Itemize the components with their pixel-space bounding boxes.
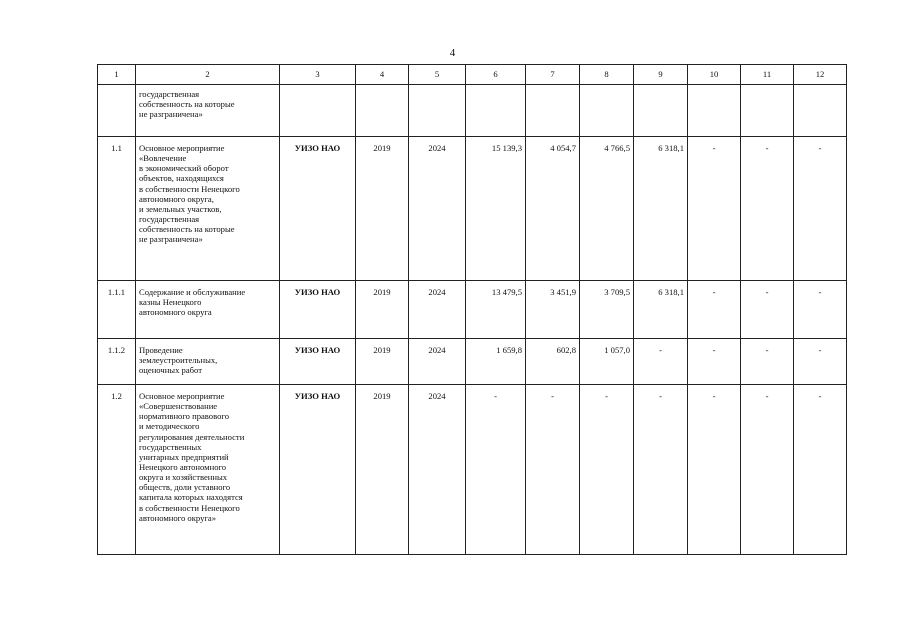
- value-cell-col8: -: [580, 385, 634, 555]
- value-cell-col9: 6 318,1: [634, 281, 688, 339]
- table-row: [98, 339, 847, 385]
- value-cell-col7: -: [526, 385, 580, 555]
- end-year-cell: 2024: [409, 137, 466, 281]
- row-number-cell: 1.1.2: [98, 339, 136, 385]
- value-cell-col6: 13 479,5: [466, 281, 526, 339]
- value-cell-col8: 3 709,5: [580, 281, 634, 339]
- executor-cell: УИЗО НАО: [280, 385, 356, 555]
- value-cell-col12: -: [794, 137, 847, 281]
- start-year-cell: 2019: [356, 339, 409, 385]
- value-cell-col11: -: [741, 281, 794, 339]
- value-cell-col10: -: [688, 137, 741, 281]
- value-cell-col11: [741, 85, 794, 137]
- value-cell-col11: -: [741, 137, 794, 281]
- value-cell-col10: -: [688, 339, 741, 385]
- header-cell: 3: [280, 65, 356, 85]
- activity-name-cell: Содержание и обслуживание казны Ненецкого автономного округа: [136, 281, 280, 339]
- value-cell-col12: -: [794, 281, 847, 339]
- value-cell-col10: -: [688, 385, 741, 555]
- header-cell: 9: [634, 65, 688, 85]
- value-cell-col8: [580, 85, 634, 137]
- start-year-cell: 2019: [356, 137, 409, 281]
- value-cell-col9: -: [634, 339, 688, 385]
- row-number-cell: 1.2: [98, 385, 136, 555]
- value-cell-col7: 3 451,9: [526, 281, 580, 339]
- value-cell-col7: [526, 85, 580, 137]
- header-cell: 6: [466, 65, 526, 85]
- page-number: 4: [449, 47, 456, 59]
- table-row: [98, 137, 847, 281]
- start-year-cell: [356, 85, 409, 137]
- row-number-cell: 1.1.1: [98, 281, 136, 339]
- header-cell: 1: [98, 65, 136, 85]
- executor-cell: УИЗО НАО: [280, 339, 356, 385]
- value-cell-col9: 6 318,1: [634, 137, 688, 281]
- value-cell-col6: [466, 85, 526, 137]
- end-year-cell: [409, 85, 466, 137]
- row-number-cell: [98, 85, 136, 137]
- header-cell: 5: [409, 65, 466, 85]
- activity-name-cell: Основное мероприятие «Вовлечение в экономический оборот объектов, находящихся в собственности Ненецкого автономного округа, и земельных участков, государственная собственность на которые не разграничена»: [136, 137, 280, 281]
- start-year-cell: 2019: [356, 281, 409, 339]
- header-cell: 10: [688, 65, 741, 85]
- header-cell: 12: [794, 65, 847, 85]
- header-cell: 2: [136, 65, 280, 85]
- executor-cell: [280, 85, 356, 137]
- value-cell-col6: 15 139,3: [466, 137, 526, 281]
- header-cell: 11: [741, 65, 794, 85]
- value-cell-col12: -: [794, 385, 847, 555]
- end-year-cell: 2024: [409, 281, 466, 339]
- value-cell-col8: 4 766,5: [580, 137, 634, 281]
- value-cell-col6: 1 659,8: [466, 339, 526, 385]
- column-number-row: [98, 65, 847, 85]
- value-cell-col7: 4 054,7: [526, 137, 580, 281]
- header-cell: 4: [356, 65, 409, 85]
- executor-cell: УИЗО НАО: [280, 281, 356, 339]
- executor-cell: УИЗО НАО: [280, 137, 356, 281]
- row-number-cell: 1.1: [98, 137, 136, 281]
- value-cell-col9: [634, 85, 688, 137]
- header-cell: 8: [580, 65, 634, 85]
- value-cell-col10: [688, 85, 741, 137]
- value-cell-col10: -: [688, 281, 741, 339]
- activity-name-cell: Проведение землеустроительных, оценочных работ: [136, 339, 280, 385]
- value-cell-col11: -: [741, 339, 794, 385]
- value-cell-col7: 602,8: [526, 339, 580, 385]
- value-cell-col12: -: [794, 339, 847, 385]
- value-cell-col12: [794, 85, 847, 137]
- program-activities-table: [97, 64, 847, 555]
- table-row: [98, 85, 847, 137]
- activity-name-cell: государственная собственность на которые не разграничена»: [136, 85, 280, 137]
- value-cell-col11: -: [741, 385, 794, 555]
- start-year-cell: 2019: [356, 385, 409, 555]
- table-row: [98, 281, 847, 339]
- value-cell-col8: 1 057,0: [580, 339, 634, 385]
- header-cell: 7: [526, 65, 580, 85]
- value-cell-col6: -: [466, 385, 526, 555]
- activity-name-cell: Основное мероприятие «Совершенствование нормативного правового и методического регулирования деятельности государственных унитарных предприятий Ненецкого автономного округа и хозяйственных обществ, доли уставного капитала которых находятся в собственности Ненецкого автономного округа»: [136, 385, 280, 555]
- end-year-cell: 2024: [409, 385, 466, 555]
- table-row: [98, 385, 847, 555]
- end-year-cell: 2024: [409, 339, 466, 385]
- value-cell-col9: -: [634, 385, 688, 555]
